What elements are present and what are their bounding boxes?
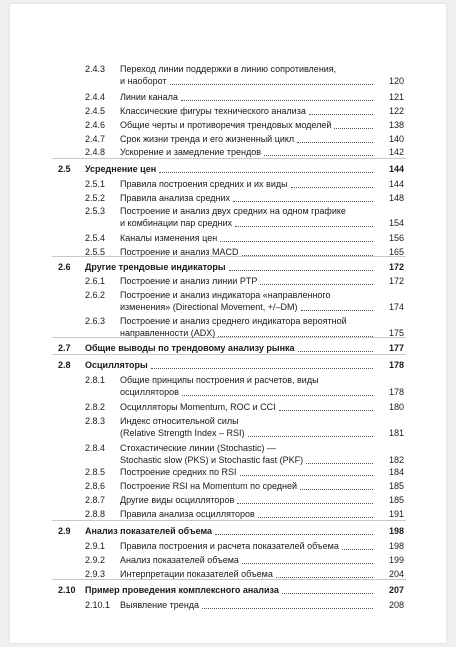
toc-number: 2.4.4 [85,92,106,102]
toc-title-line: Классические фигуры технического анализа [120,106,306,116]
toc-title-line: Усреднение цен [85,164,157,174]
toc-number: 2.4.6 [85,120,106,130]
toc-number: 2.4.5 [85,106,106,116]
toc-page-number: 140 [388,134,404,144]
toc-page-number: 165 [388,247,404,257]
toc-page-number: 177 [388,343,404,353]
section-separator [52,520,406,521]
dotted-leader [309,113,373,115]
dotted-leader [240,474,373,476]
toc-page-number: 199 [388,555,404,565]
toc-number: 2.10 [58,585,76,595]
toc-title-line: Общие черты и противоречия трендовых моделей [120,120,332,130]
toc-number: 2.5.5 [85,247,106,257]
toc-page-number: 120 [388,75,404,86]
toc-title-line: Построение и анализ индикатора «направленного [120,290,331,300]
toc-page-number: 178 [388,360,404,370]
toc-title-line: Построение и анализ MACD [120,247,239,257]
toc-title-line: Другие виды осцилляторов [120,495,235,505]
toc-title-line: Построение и анализ двух средних на одном графике [120,206,346,216]
toc-number: 2.7 [58,343,71,353]
dotted-leader [334,127,373,129]
toc-title-line: и наоборот [120,75,167,86]
toc-title-line: Построение и анализ линии PTP [120,276,258,286]
dotted-leader [258,516,373,518]
toc-title-line: Общие принципы построения и расчетов, виды [120,375,319,385]
dotted-leader [282,592,373,594]
toc-page-number: 185 [388,495,404,505]
toc-page-number: 154 [388,217,404,228]
table-of-contents [10,4,446,643]
toc-page-number: 178 [388,386,404,397]
dotted-leader [279,409,373,411]
toc-title-line: Осцилляторы Momentum, ROC и CCI [120,402,276,412]
dotted-leader [242,254,373,256]
toc-page-number: 142 [388,147,404,157]
toc-number: 2.9.3 [85,569,106,579]
dotted-leader [291,186,373,188]
toc-number: 2.9.1 [85,541,106,551]
toc-page-number: 208 [388,600,404,610]
toc-title-line: Осцилляторы [85,360,148,370]
toc-page-number: 198 [388,541,404,551]
toc-title-line: Другие трендовые индикаторы [85,262,226,272]
toc-page-number: 204 [388,569,404,579]
dotted-leader [276,576,373,578]
dotted-leader [220,240,373,242]
dotted-leader [297,141,373,143]
toc-number: 2.5.4 [85,233,106,243]
toc-page-number: 121 [388,92,404,102]
dotted-leader [342,548,373,550]
toc-page-number: 185 [388,481,404,491]
toc-title-line: (Relative Strength Index – RSI) [120,427,245,438]
toc-page-number: 172 [388,276,404,286]
dotted-leader [229,269,373,271]
dotted-leader [301,309,373,311]
toc-title-line: Выявление тренда [120,600,200,610]
toc-number: 2.10.1 [85,600,111,610]
dotted-leader [151,367,373,369]
toc-title-line: Индекс относительной силы [120,416,239,426]
dotted-leader [218,335,373,337]
toc-title-line: изменения» (Directional Movement, +/–DM) [120,301,298,312]
dotted-leader [159,171,373,173]
toc-number: 2.8.7 [85,495,106,505]
toc-page-number: 191 [388,509,404,519]
section-separator [52,354,406,355]
toc-title-line: Срок жизни тренда и его жизненный цикл [120,134,295,144]
toc-title-line: Правила анализа средних [120,193,230,203]
toc-page-number: 172 [388,262,404,272]
dotted-leader [260,283,373,285]
toc-number: 2.9 [58,526,71,536]
dotted-leader [264,154,373,156]
dotted-leader [306,462,373,464]
toc-title-line: Построение средних по RSI [120,467,237,477]
toc-page-number: 144 [388,179,404,189]
toc-title-line: направленности (ADX) [120,327,216,338]
toc-number: 2.8 [58,360,71,370]
dotted-leader [298,350,373,352]
toc-title-line: Линии канала [120,92,178,102]
toc-number: 2.6.3 [85,316,106,326]
toc-number: 2.6.1 [85,276,106,286]
toc-page-number: 198 [388,526,404,536]
toc-page-number: 122 [388,106,404,116]
toc-number: 2.5.2 [85,193,106,203]
section-separator [52,158,406,159]
toc-title-line: Анализ показателей объема [120,555,239,565]
toc-title-line: осцилляторов [120,386,179,397]
toc-page-number: 148 [388,193,404,203]
toc-page-number: 175 [388,327,404,338]
dotted-leader [170,83,373,85]
toc-title-line: Правила анализа осцилляторов [120,509,255,519]
dotted-leader [300,488,373,490]
toc-number: 2.4.7 [85,134,106,144]
toc-page-number: 184 [388,467,404,477]
toc-number: 2.4.8 [85,147,106,157]
dotted-leader [235,225,373,227]
toc-number: 2.8.6 [85,481,106,491]
toc-number: 2.4.3 [85,64,106,74]
toc-page-number: 207 [388,585,404,595]
toc-title-line: Каналы изменения цен [120,233,218,243]
toc-title-line: Общие выводы по трендовому анализу рынка [85,343,295,353]
toc-page-number: 182 [388,454,404,465]
toc-number: 2.8.4 [85,443,106,453]
dotted-leader [215,533,373,535]
dotted-leader [237,502,373,504]
toc-number: 2.5.1 [85,179,106,189]
toc-title-line: Правила построения средних и их виды [120,179,288,189]
toc-number: 2.8.3 [85,416,106,426]
toc-number: 2.5 [58,164,71,174]
dotted-leader [181,99,373,101]
toc-page-number: 138 [388,120,404,130]
toc-number: 2.6 [58,262,71,272]
toc-page-number: 156 [388,233,404,243]
toc-number: 2.8.8 [85,509,106,519]
toc-title-line: Stochastic slow (PKS) и Stochastic fast (PKF) [120,454,304,465]
toc-number: 2.9.2 [85,555,106,565]
dotted-leader [202,607,373,609]
toc-title-line: и комбинации пар средних [120,217,232,228]
toc-number: 2.8.1 [85,375,106,385]
toc-number: 2.8.5 [85,467,106,477]
toc-number: 2.5.3 [85,206,106,216]
toc-page-number: 174 [388,301,404,312]
toc-number: 2.8.2 [85,402,106,412]
section-separator [52,337,406,338]
toc-page-number: 181 [388,427,404,438]
dotted-leader [182,394,373,396]
toc-title-line: Ускорение и замедление трендов [120,147,261,157]
toc-title-line: Правила построения и расчета показателей объема [120,541,339,551]
toc-number: 2.6.2 [85,290,106,300]
toc-title-line: Построение и анализ среднего индикатора вероятной [120,316,347,326]
toc-title-line: Анализ показателей объема [85,526,213,536]
dotted-leader [233,200,373,202]
toc-page-number: 180 [388,402,404,412]
toc-page-number: 144 [388,164,404,174]
dotted-leader [248,435,373,437]
toc-title-line: Переход линии поддержки в линию сопротивления, [120,64,337,74]
toc-title-line: Стохастические линии (Stochastic) — [120,443,276,453]
book-page [10,4,446,643]
dotted-leader [242,562,373,564]
toc-title-line: Построение RSI на Momentum по средней [120,481,298,491]
toc-title-line: Пример проведения комплексного анализа [85,585,279,595]
toc-title-line: Интерпретации показателей объема [120,569,273,579]
